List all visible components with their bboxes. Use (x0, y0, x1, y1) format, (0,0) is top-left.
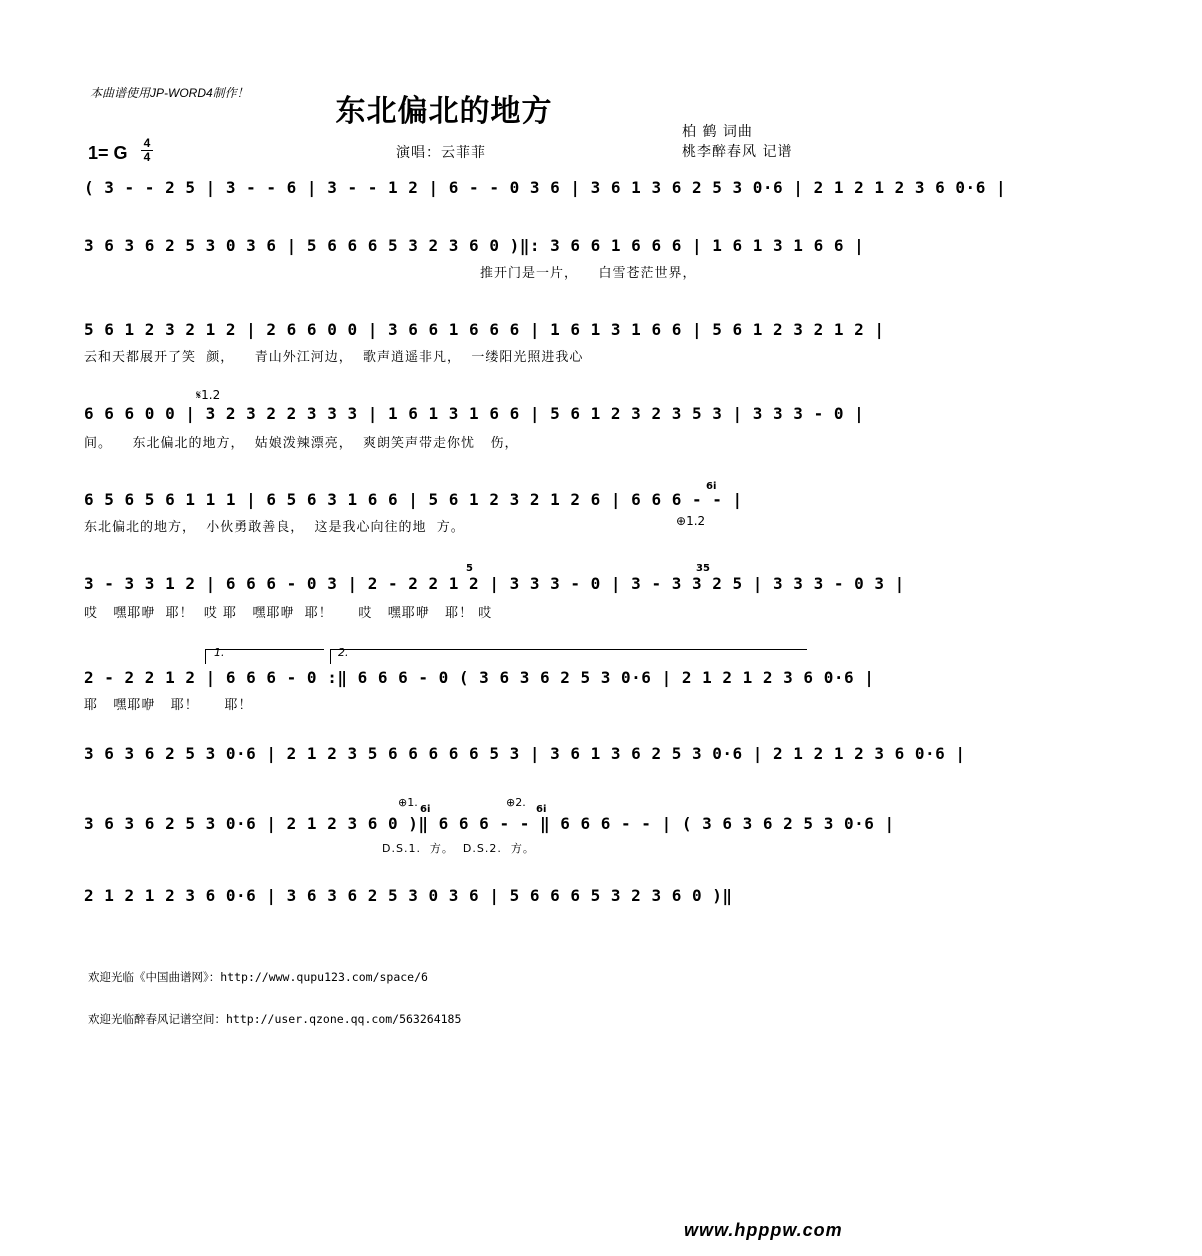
lyric-line: 东北偏北的地方， 小伙勇敢善良， 这是我心向往的地 方。 (84, 520, 465, 535)
coda-mark-label: 1.2 (686, 514, 706, 528)
footer-link-qupu[interactable]: 欢迎光临《中国曲谱网》：http://www.qupu123.com/space/6 (88, 970, 428, 984)
coda-mark (506, 796, 526, 809)
lyric-line: 耶 嘿耶咿 耶！ 耶！ (84, 698, 253, 713)
score-line: 5 6 1 2 3 2 1 2 | 2 6 6 0 0 | 3 6 6 1 6 6 6 | 1 6 1 3 1 6 6 | 5 6 1 2 3 2 1 2 | (84, 320, 885, 339)
score-line: 2 - 2 2 1 2 | 6 6 6 - 0 :‖ 6 6 6 - 0 ( 3 6 3 6 2 5 3 0·6 | 2 1 2 1 2 3 6 0·6 | (84, 668, 875, 687)
lyric-line: 云和天都展开了笑 颜， 青山外江河边， 歌声逍遥非凡， 一缕阳光照进我心 (84, 350, 584, 365)
coda-mark (676, 514, 705, 528)
score-line: 3 - 3 3 1 2 | 6 6 6 - 0 3 | 2 - 2 2 1 2 | 3 3 3 - 0 | 3 - 3 3 2 5 | 3 3 3 - 0 3 | (84, 574, 905, 593)
key-signature: 1= G (88, 143, 128, 163)
score-line: 2 1 2 1 2 3 6 0·6 | 3 6 3 6 2 5 3 0 3 6 | 5 6 6 6 5 3 2 3 6 0 )‖ (84, 886, 733, 905)
time-signature (141, 138, 153, 163)
score-line: 3 6 3 6 2 5 3 0·6 | 2 1 2 3 5 6 6 6 6 6 5 3 | 3 6 1 3 6 2 5 3 0·6 | 2 1 2 1 2 3 6 0·6 | (84, 744, 966, 763)
transcriber: 桃李醉春风 记谱 (682, 144, 793, 160)
lyric-line: 间。 东北偏北的地方， 姑娘泼辣漂亮， 爽朗笑声带走你忧 伤， (84, 436, 519, 451)
volta-bracket (330, 649, 807, 664)
grace-note: 6i (706, 481, 717, 492)
credit-note: 本曲谱使用JP-WORD4制作！ (90, 86, 249, 100)
lyricist-composer: 柏 鹤 词曲 (682, 124, 753, 140)
coda-mark-label: 1. (407, 796, 418, 809)
singer: 演唱：云菲菲 (396, 145, 486, 161)
watermark: www.hpppw.com (684, 1220, 843, 1240)
volta-label: 2. (338, 646, 349, 659)
segno-mark: 𝄋1.2 (196, 388, 221, 402)
coda-icon: ⊕ (398, 796, 408, 809)
time-signature-bottom: 4 (143, 150, 151, 164)
lyric-line: D.S.1. 方。 D.S.2. 方。 (382, 842, 535, 855)
time-signature-top: 4 (143, 136, 151, 150)
grace-note: 6i (536, 804, 547, 815)
coda-mark-label: 2. (515, 796, 526, 809)
score-line: 3 6 3 6 2 5 3 0·6 | 2 1 2 3 6 0 )‖ 6 6 6 - - ‖ 6 6 6 - - | ( 3 6 3 6 2 5 3 0·6 | (84, 814, 895, 833)
score-line: ( 3 - - 2 5 | 3 - - 6 | 3 - - 1 2 | 6 - - 0 3 6 | 3 6 1 3 6 2 5 3 0·6 | 2 1 2 1 2 3 6 0·6 | (84, 178, 1007, 197)
grace-note: 6i (420, 804, 431, 815)
footer-link-qzone[interactable]: 欢迎光临醉春风记谱空间：http://user.qzone.qq.com/563264185 (88, 1012, 462, 1026)
coda-icon: ⊕ (506, 796, 516, 809)
score-line: 3 6 3 6 2 5 3 0 3 6 | 5 6 6 6 5 3 2 3 6 0 )‖: 3 6 6 1 6 6 6 | 1 6 1 3 1 6 6 | (84, 236, 865, 255)
volta-label: 1. (214, 646, 225, 659)
coda-mark (398, 796, 418, 809)
score-line: 6 5 6 5 6 1 1 1 | 6 5 6 3 1 6 6 | 5 6 1 2 3 2 1 2 6 | 6 6 6 - - | (84, 490, 743, 509)
grace-note: 5 (466, 563, 473, 574)
lyric-line: 推开门是一片， 白雪苍茫世界， (480, 266, 697, 281)
song-title: 东北偏北的地方 (335, 94, 553, 129)
grace-note: 35 (696, 563, 710, 574)
lyric-line: 哎 嘿耶咿 耶！ 哎 耶 嘿耶咿 耶！ 哎 嘿耶咿 耶！ 哎 (84, 606, 493, 621)
score-line: 6 6 6 0 0 | 3 2 3 2 2 3 3 3 | 1 6 1 3 1 6 6 | 5 6 1 2 3 2 3 5 3 | 3 3 3 - 0 | (84, 404, 865, 423)
coda-icon: ⊕ (676, 514, 687, 528)
